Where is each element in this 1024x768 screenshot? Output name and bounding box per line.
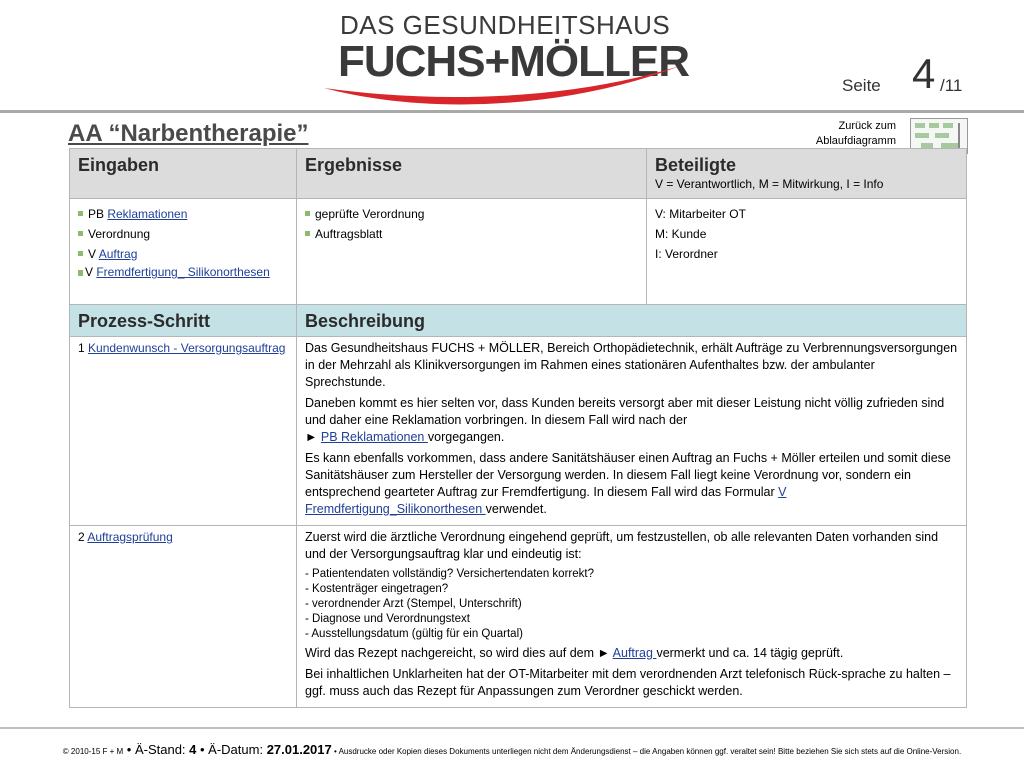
list-item: V Fremdfertigung_ Silikonorthesen xyxy=(78,264,288,281)
reklamationen-link[interactable]: Reklamationen xyxy=(107,207,188,221)
results-cell xyxy=(297,199,647,305)
logo-tagline: DAS GESUNDHEITSHAUS xyxy=(340,10,671,40)
description-paragraph: Das Gesundheitshaus FUCHS + MÖLLER, Bereich Orthopädietechnik, erhält Aufträge zu Verbrennungsversorgungen in der Mehrzahl als Klinikversorgungen im Rahmen eines stationären Aufenthaltes bzw. der ambulanter Sprechstunde. xyxy=(305,341,958,389)
participant-responsible: V: Mitarbeiter OT xyxy=(655,207,746,221)
process-table xyxy=(69,148,967,708)
checklist-item: - Ausstellungsdatum (gültig für ein Quartal) xyxy=(305,628,523,640)
list-item: Verordnung xyxy=(78,224,288,244)
fremdfertigung-form-link[interactable]: V Fremdfertigung_Silikonorthesen xyxy=(305,485,787,516)
step-cell: 2 Auftragsprüfung xyxy=(70,526,297,708)
participant-info: I: Verordner xyxy=(655,247,718,261)
pb-reklamationen-link[interactable]: PB Reklamationen xyxy=(320,430,428,444)
footer-divider xyxy=(0,727,1024,729)
page-footer: © 2010-15 F + M • Ä-Stand: 4 • Ä-Datum: 27.01.2017 • Ausdrucke oder Kopien dieses Dokuments unterliegen nicht dem Änderungsdienst – die Angaben können ggf. veraltet sein! Bitte beziehen Sie sich stets auf die Online-Version. xyxy=(62,742,962,757)
list-item: geprüfte Verordnung xyxy=(305,204,638,224)
step-cell: 1 Kundenwunsch - Versorgungsauftrag xyxy=(70,337,297,526)
description-paragraph: Zuerst wird die ärztliche Verordnung eingehend geprüft, um festzustellen, ob alle relevanten Daten vorhanden sind und der Versorgungsauftrag klar und eindeutig ist: xyxy=(305,530,939,561)
description-paragraph: Es kann ebenfalls vorkommen, dass andere Sanitätshäuser einen Auftrag an Fuchs + Möller erteilen und somit diese Sanitätshäuser zum Hersteller der Versorgung werden. In diesem Fall liegt keine Verordnung vor, sondern ein entsprechend gearteter Auftrag zur Fremdfertigung. In diesem Fall wird das Formular V Fremdfertigung_Silikonorthesen verwendet. xyxy=(305,451,951,516)
inputs-header: Eingaben xyxy=(70,149,297,199)
page-total: /11 xyxy=(940,76,963,95)
auftrag-ref-link[interactable]: Auftrag xyxy=(612,646,657,660)
step-description xyxy=(297,526,967,708)
description-paragraph: Bei inhaltlichen Unklarheiten hat der OT-Mitarbeiter mit dem verordnenden Arzt telefonisch Rück-sprache zu halten – ggf. muss auch das Rezept für Anpassungen zum Verordner geschickt werden. xyxy=(305,667,951,698)
fremdfertigung-link[interactable]: Fremdfertigung_ Silikonorthesen xyxy=(96,265,270,279)
company-logo xyxy=(320,6,700,110)
list-item: V Auftrag xyxy=(78,244,288,264)
page-header xyxy=(0,0,1024,112)
checklist-item: - Diagnose und Verordnungstext xyxy=(305,613,470,625)
logo-swoosh-icon xyxy=(320,58,700,110)
back-to-flowchart-link[interactable]: Zurück zum Ablaufdiagramm xyxy=(815,120,896,147)
revision-date: 27.01.2017 xyxy=(266,742,332,757)
description-header: Beschreibung xyxy=(297,305,967,337)
checklist-item: - Patientendaten vollständig? Versichertendaten korrekt? xyxy=(305,568,594,580)
step-description xyxy=(297,337,967,526)
process-step-header: Prozess-Schritt xyxy=(70,305,297,337)
revision-number: 4 xyxy=(189,742,197,757)
auftrag-link[interactable]: Auftrag xyxy=(98,247,138,261)
checklist-item: - Kostenträger eingetragen? xyxy=(305,583,449,595)
description-paragraph: Daneben kommt es hier selten vor, dass Kunden bereits versorgt aber mit dieser Leistung nicht völlig zufrieden sind und daher eine Reklamation vorbringen. In diesem Fall wird nach der ► PB Reklamationen vorgegangen. xyxy=(305,396,945,444)
list-item: PB Reklamationen xyxy=(78,204,288,224)
logo-wordmark: FUCHS+MÖLLER xyxy=(338,37,689,86)
checklist xyxy=(305,567,958,642)
page-number: 4 xyxy=(912,50,936,97)
page-title: AA “Narbentherapie” xyxy=(68,120,309,147)
copyright: © 2010-15 F + M xyxy=(62,747,124,756)
results-header: Ergebnisse xyxy=(297,149,647,199)
participants-header: Beteiligte V = Verantwortlich, M = Mitwirkung, I = Info xyxy=(647,149,967,199)
list-item: Auftragsblatt xyxy=(305,224,638,244)
page-label: Seite xyxy=(842,76,881,95)
copy-notice: • Ausdrucke oder Kopien dieses Dokuments unterliegen nicht dem Änderungsdienst – die Angaben können ggf. veraltet sein! Bitte beziehen Sie sich stets auf die Online-Version. xyxy=(331,747,962,756)
header-divider xyxy=(0,110,1024,113)
inputs-cell xyxy=(70,199,297,305)
participant-involved: M: Kunde xyxy=(655,227,707,241)
participants-cell xyxy=(647,199,967,305)
participants-legend: V = Verantwortlich, M = Mitwirkung, I = Info xyxy=(655,177,884,191)
kundenwunsch-link[interactable]: Kundenwunsch - Versorgungsauftrag xyxy=(88,341,286,355)
checklist-item: - verordnender Arzt (Stempel, Unterschrift) xyxy=(305,598,522,610)
description-paragraph: Wird das Rezept nachgereicht, so wird dies auf dem ► Auftrag vermerkt und ca. 14 tägig geprüft. xyxy=(305,646,844,660)
auftragspruefung-link[interactable]: Auftragsprüfung xyxy=(87,530,173,544)
